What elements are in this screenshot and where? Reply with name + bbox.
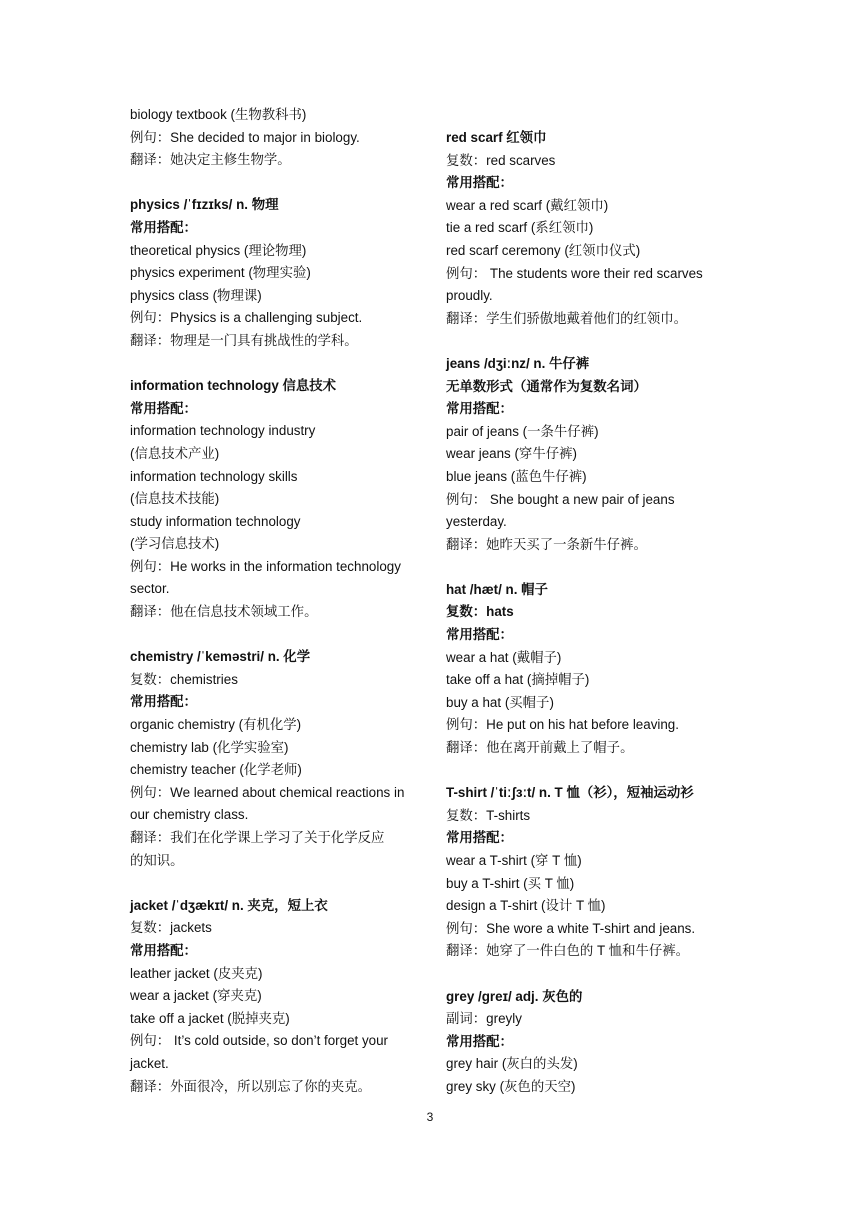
text-line: our chemistry class.	[130, 807, 249, 823]
entry-heading-line: 常用搭配：	[130, 694, 197, 710]
entry-heading-line: 常用搭配：	[130, 219, 197, 235]
paragraph-gap	[130, 353, 416, 376]
right-column	[446, 127, 732, 1099]
paragraph-gap	[446, 556, 732, 579]
entry-heading-line: 常用搭配：	[446, 627, 513, 643]
text-line: 副词：greyly	[446, 1011, 522, 1027]
text-line: 翻译：她昨天买了一条新牛仔裤。	[446, 536, 647, 552]
text-line: chemistry lab (化学实验室)	[130, 739, 289, 755]
text-line: wear a red scarf (戴红领巾)	[446, 197, 609, 213]
text-line: buy a hat (买帽子)	[446, 694, 554, 710]
text-line: 例句： It’s cold outside, so don’t forget your	[130, 1033, 389, 1049]
text-line: jacket.	[130, 1055, 169, 1071]
entry-heading-line: information technology 信息技术	[130, 378, 337, 394]
text-line: grey sky (灰色的天空)	[446, 1078, 576, 1094]
entry-heading-line: 复数：hats	[446, 604, 514, 620]
text-line: 复数：T-shirts	[446, 807, 531, 823]
paragraph-gap	[446, 330, 732, 353]
text-line: take off a hat (摘掉帽子)	[446, 672, 590, 688]
text-line: study information technology	[130, 513, 301, 529]
entry-heading-line: 常用搭配：	[446, 1033, 513, 1049]
paragraph-gap	[130, 172, 416, 195]
text-line: 例句：Physics is a challenging subject.	[130, 310, 363, 326]
text-line: information technology skills	[130, 468, 298, 484]
paragraph-gap	[130, 872, 416, 895]
entry-heading-line: 常用搭配：	[130, 400, 197, 416]
text-line: sector.	[130, 581, 170, 597]
text-line: 复数：jackets	[130, 920, 212, 936]
text-line: wear jeans (穿牛仔裤)	[446, 446, 577, 462]
paragraph-gap	[446, 760, 732, 783]
text-line: leather jacket (皮夹克)	[130, 965, 263, 981]
text-line: 翻译：外面很冷，所以别忘了你的夹克。	[130, 1078, 372, 1094]
text-line: 例句：She wore a white T-shirt and jeans.	[446, 920, 696, 936]
text-line: 例句： She bought a new pair of jeans	[446, 491, 675, 507]
text-line: biology textbook (生物教科书)	[130, 107, 307, 122]
entry-heading-line: 常用搭配：	[446, 830, 513, 846]
entry-heading-line: 常用搭配：	[446, 401, 513, 417]
text-line: yesterday.	[446, 514, 507, 530]
text-line: 复数：chemistries	[130, 671, 238, 687]
text-line: 例句：He put on his hat before leaving.	[446, 717, 679, 733]
text-line: take off a jacket (脱掉夹克)	[130, 1010, 290, 1026]
text-line: 复数：red scarves	[446, 152, 556, 168]
text-line: red scarf ceremony (红领巾仪式)	[446, 242, 641, 258]
entry-heading-line: red scarf 红领巾	[446, 130, 547, 145]
text-line: 翻译：我们在化学课上学习了关于化学反应	[130, 830, 385, 845]
text-line: wear a jacket (穿夹克)	[130, 988, 262, 1004]
paragraph-gap	[446, 963, 732, 986]
text-line: 翻译：学生们骄傲地戴着他们的红领巾。	[446, 310, 688, 326]
text-line: information technology industry	[130, 423, 316, 439]
text-line: buy a T-shirt (买 T 恤)	[446, 875, 575, 891]
text-line: (学习信息技术)	[130, 536, 220, 552]
text-line: 例句：She decided to major in biology.	[130, 129, 360, 145]
text-line: physics class (物理课)	[130, 287, 262, 303]
text-line: grey hair (灰白的头发)	[446, 1056, 578, 1072]
text-line: organic chemistry (有机化学)	[130, 717, 302, 733]
text-line: 翻译：他在离开前戴上了帽子。	[446, 740, 634, 756]
entry-heading-line: 常用搭配：	[446, 175, 513, 191]
entry-heading-line: grey /greɪ/ adj. 灰色的	[446, 988, 583, 1004]
text-line: proudly.	[446, 288, 493, 304]
text-line: 的知识。	[130, 852, 184, 868]
entry-heading-line: jacket /ˈdʒækɪt/ n. 夹克，短上衣	[130, 897, 328, 913]
text-line: wear a T-shirt (穿 T 恤)	[446, 853, 582, 868]
entry-heading-line: T-shirt /ˈtiːʃɜːt/ n. T 恤（衫），短袖运动衫	[446, 785, 694, 801]
text-line: chemistry teacher (化学老师)	[130, 762, 302, 778]
text-line: 例句：He works in the information technology	[130, 558, 401, 574]
text-line: pair of jeans (一条牛仔裤)	[446, 423, 599, 439]
text-line: 翻译：物理是一门具有挑战性的学科。	[130, 332, 358, 348]
text-line: design a T-shirt (设计 T 恤)	[446, 898, 606, 914]
entry-heading-line: physics /ˈfɪzɪks/ n. 物理	[130, 197, 279, 213]
text-line: tie a red scarf (系红领巾)	[446, 220, 594, 236]
text-line: physics experiment (物理实验)	[130, 265, 311, 281]
entry-heading-line: 无单数形式（通常作为复数名词）	[446, 378, 647, 394]
text-line: 例句： The students wore their red scarves	[446, 265, 703, 281]
text-line: theoretical physics (理论物理)	[130, 242, 307, 258]
text-line: 翻译：她决定主修生物学。	[130, 152, 291, 168]
paragraph-gap	[130, 624, 416, 647]
entry-heading-line: chemistry /ˈkeməstri/ n. 化学	[130, 649, 311, 665]
text-line: 翻译：她穿了一件白色的 T 恤和牛仔裤。	[446, 943, 690, 959]
left-column	[130, 104, 416, 1098]
entry-heading-line: 常用搭配：	[130, 942, 197, 958]
text-line: 例句：We learned about chemical reactions in	[130, 784, 405, 800]
text-line: (信息技术产业)	[130, 445, 220, 461]
text-line: 翻译：他在信息技术领域工作。	[130, 604, 318, 620]
text-line: wear a hat (戴帽子)	[446, 649, 562, 665]
text-line: blue jeans (蓝色牛仔裤)	[446, 468, 587, 484]
page-number: 3	[426, 1110, 434, 1124]
text-line: (信息技术技能)	[130, 491, 220, 507]
entry-heading-line: hat /hæt/ n. 帽子	[446, 581, 548, 597]
entry-heading-line: jeans /dʒiːnz/ n. 牛仔裤	[446, 355, 590, 371]
